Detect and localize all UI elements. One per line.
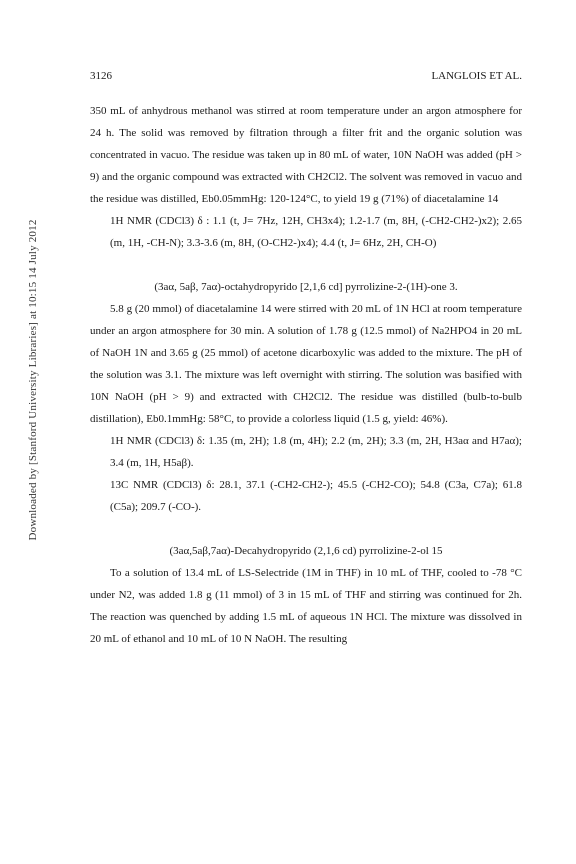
heading-compound-15: (3aα,5aβ,7aα)-Decahydropyrido (2,1,6 cd) pyrrolizine-2-ol 15 — [169, 545, 443, 557]
paragraph-workup-14: 350 mL of anhydrous methanol was stirred at room temperature under an argon atmosphere for 24 h. The solid was removed by filtration through a filter frit and the organic solution was concentrated in vacuo. The residue was taken up in 80 mL of water, 10N NaOH was added (pH > 9) and the organic compound was extracted with CH2Cl2. The solvent was removed in vacuo and the residue was distilled, Eb0.05mmHg: 120-124°C, to yield 19 g (71%) of diacetalamine 14 — [90, 105, 522, 205]
nmr-1h-compound-3: 1H NMR (CDCl3) δ: 1.35 (m, 2H); 1.8 (m, 4H); 2.2 (m, 2H); 3.3 (m, 2H, H3aα and H7aα); 3.4 (m, 1H, H5aβ). — [110, 435, 522, 469]
running-head: LANGLOIS ET AL. — [431, 70, 522, 82]
page-number: 3126 — [90, 70, 112, 82]
paragraph-synthesis-3: 5.8 g (20 mmol) of diacetalamine 14 were stirred with 20 mL of 1N HCl at room temperature under an argon atmosphere for 30 min. A solution of 1.78 g (12.5 mmol) of Na2HPO4 in 20 mL of NaOH 1N and 3.65 g (25 mmol) of acetone dicarboxylic was added to the mixture. The pH of the solution was 3.1. The mixture was left overnight with stirring. The solution was basified with 10N NaOH (pH > 9) and extracted with CH2Cl2. The residue was distilled (bulb-to-bulb distillation), Eb0.1mmHg: 58°C, to provide a colorless liquid (1.5 g, yield: 46%). — [90, 303, 522, 425]
download-note: Downloaded by [Stanford University Libraries] at 10:15 14 July 2012 — [27, 219, 39, 541]
nmr-1h-diacetalamine: 1H NMR (CDCl3) δ : 1.1 (t, J= 7Hz, 12H, CH3x4); 1.2-1.7 (m, 8H, (-CH2-CH2-)x2); 2.65 (m, 1H, -CH-N); 3.3-3.6 (m, 8H, (O-CH2-)x4); 4.4 (t, J= 6Hz, 2H, CH-O) — [110, 215, 522, 249]
nmr-13c-compound-3: 13C NMR (CDCl3) δ: 28.1, 37.1 (-CH2-CH2-); 45.5 (-CH2-CO); 54.8 (C3a, C7a); 61.8 (C5a); 209.7 (-CO-). — [110, 479, 522, 513]
page-body — [90, 100, 522, 650]
download-watermark — [26, 100, 40, 660]
heading-compound-3: (3aα, 5aβ, 7aα)-octahydropyrido [2,1,6 cd] pyrrolizine-2-(1H)-one 3. — [154, 281, 458, 293]
paragraph-synthesis-15: To a solution of 13.4 mL of LS-Selectride (1M in THF) in 10 mL of THF, cooled to -78 °C under N2, was added 1.8 g (11 mmol) of 3 in 15 mL of THF and stirring was continued for 2h. The reaction was quenched by adding 1.5 mL of aqueous 1N HCl. The mixture was dissolved in 20 mL of ethanol and 10 mL of 10 N NaOH. The resulting — [90, 567, 522, 645]
page-header — [90, 70, 522, 86]
